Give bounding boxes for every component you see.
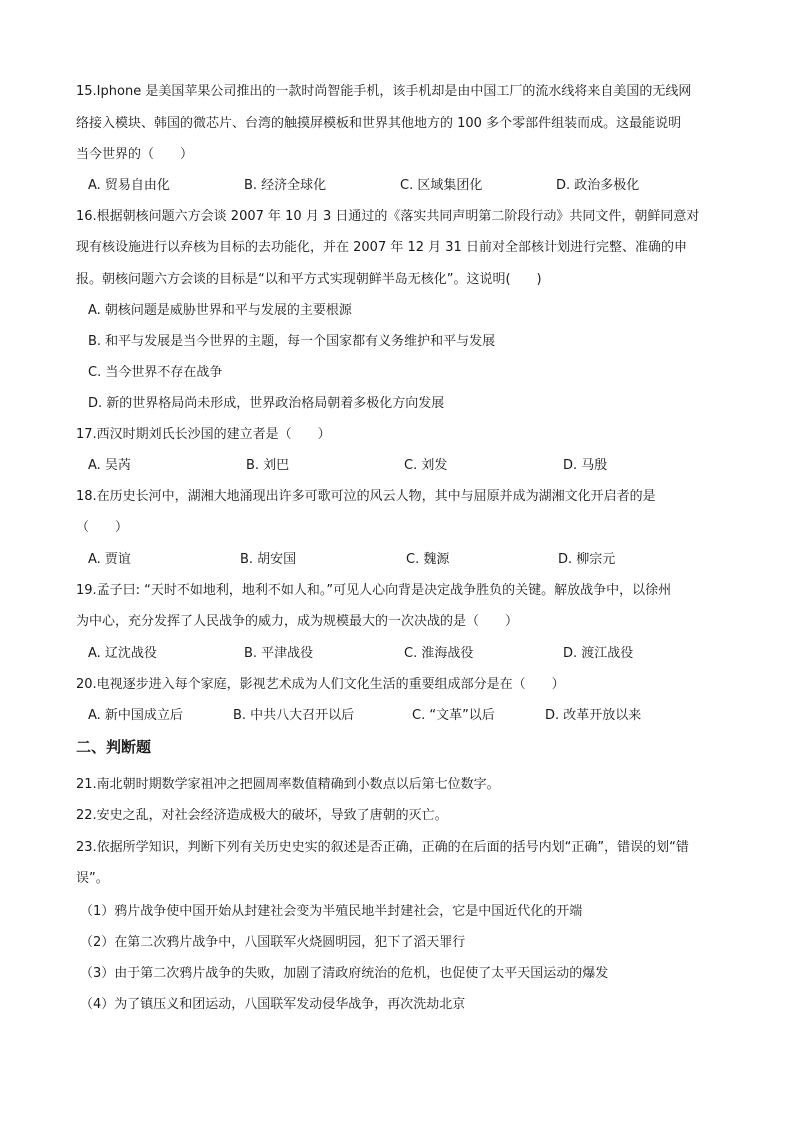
section-heading-true-false: 二、判断题 [76, 738, 152, 756]
question-20-options [88, 708, 728, 724]
option-d: D. 马殷 [563, 458, 608, 473]
option-d: D. 渡江战役 [563, 646, 634, 661]
option-c: C. 刘发 [404, 458, 448, 473]
question-15-text-line-1: 15.Iphone 是美国苹果公司推出的一款时尚智能手机，该手机却是由中国工厂的流水线将来自美国的无线网 [76, 84, 692, 99]
question-17-options [88, 458, 728, 474]
option-b: B. 胡安国 [240, 552, 297, 567]
option-b: B. 中共八大召开以后 [233, 708, 355, 723]
question-21-text: 21.南北朝时期数学家祖冲之把圆周率数值精确到小数点以后第七位数字。 [76, 777, 500, 792]
option-b: B. 刘巴 [246, 458, 290, 473]
question-20-text: 20.电视逐步进入每个家庭，影视艺术成为人们文化生活的重要组成部分是在（ ） [76, 677, 565, 692]
question-18-text-line-2: （ ） [76, 520, 129, 535]
question-23-text-line-1: 23.依据所学知识，判断下列有关历史史实的叙述是否正确，正确的在后面的括号内划“正确”，错误的划“错 [76, 840, 689, 855]
question-16-text-line-2: 现有核设施进行以弃核为目标的去功能化，并在 2007 年 12 月 31 日前对全部核计划进行完整、准确的申 [76, 240, 687, 255]
option-a: A. 贸易自由化 [88, 178, 170, 193]
question-16-option-a: A. 朝核问题是威胁世界和平与发展的主要根源 [88, 303, 352, 318]
option-b: B. 经济全球化 [244, 178, 327, 193]
question-16-text-line-3: 报。朝核问题六方会谈的目标是“以和平方式实现朝鲜半岛无核化”。这说明( ) [76, 272, 542, 287]
question-18-options [88, 552, 728, 568]
question-19-options [88, 646, 728, 662]
option-d: D. 柳宗元 [558, 552, 616, 567]
option-a: A. 贾谊 [88, 552, 131, 567]
option-d: D. 改革开放以来 [545, 708, 642, 723]
question-16-option-c: C. 当今世界不存在战争 [88, 365, 223, 380]
question-16-text-line-1: 16.根据朝核问题六方会谈 2007 年 10 月 3 日通过的《落实共同声明第二阶段行动》共同文件，朝鲜同意对 [76, 209, 700, 224]
question-19-text-line-1: 19.孟子曰: “天时不如地利，地利不如人和。”可见人心向背是决定战争胜负的关键。解放战争中，以徐州 [76, 583, 672, 598]
question-17-text: 17.西汉时期刘氏长沙国的建立者是（ ） [76, 427, 331, 442]
question-22-text: 22.安史之乱，对社会经济造成极大的破坏，导致了唐朝的灭亡。 [76, 808, 448, 823]
question-15-text-line-3: 当今世界的（ ） [76, 147, 194, 162]
question-23-item-4: （4）为了镇压义和团运动，八国联军发动侵华战争，再次洗劫北京 [80, 997, 466, 1012]
option-a: A. 新中国成立后 [88, 708, 183, 723]
option-a: A. 辽沈战役 [88, 646, 157, 661]
question-18-text-line-1: 18.在历史长河中，湖湘大地涌现出许多可歌可泣的风云人物，其中与屈原并成为湖湘文化开启者的是 [76, 489, 656, 504]
question-15-options [88, 178, 728, 194]
question-23-item-2: （2）在第二次鸦片战争中，八国联军火烧圆明园，犯下了滔天罪行 [80, 935, 466, 950]
question-16-option-b: B. 和平与发展是当今世界的主题，每一个国家都有义务维护和平与发展 [88, 334, 496, 349]
option-d: D. 政治多极化 [556, 178, 640, 193]
option-c: C. 魏源 [406, 552, 450, 567]
question-23-item-1: （1）鸦片战争使中国开始从封建社会变为半殖民地半封建社会，它是中国近代化的开端 [80, 904, 583, 919]
question-23-text-line-2: 误”。 [76, 871, 109, 886]
option-a: A. 吴芮 [88, 458, 131, 473]
question-16-option-d: D. 新的世界格局尚未形成，世界政治格局朝着多极化方向发展 [88, 396, 445, 411]
question-15-text-line-2: 络接入模块、韩国的微芯片、台湾的触摸屏模板和世界其他地方的 100 多个零部件组装而成。这最能说明 [76, 116, 682, 131]
question-19-text-line-2: 为中心，充分发挥了人民战争的威力，成为规模最大的一次决战的是（ ） [76, 614, 519, 629]
option-c: C. “文革”以后 [412, 708, 495, 723]
question-23-item-3: （3）由于第二次鸦片战争的失败，加剧了清政府统治的危机，也促使了太平天国运动的爆发 [80, 966, 609, 981]
option-c: C. 淮海战役 [404, 646, 474, 661]
option-c: C. 区域集团化 [400, 178, 483, 193]
option-b: B. 平津战役 [244, 646, 314, 661]
